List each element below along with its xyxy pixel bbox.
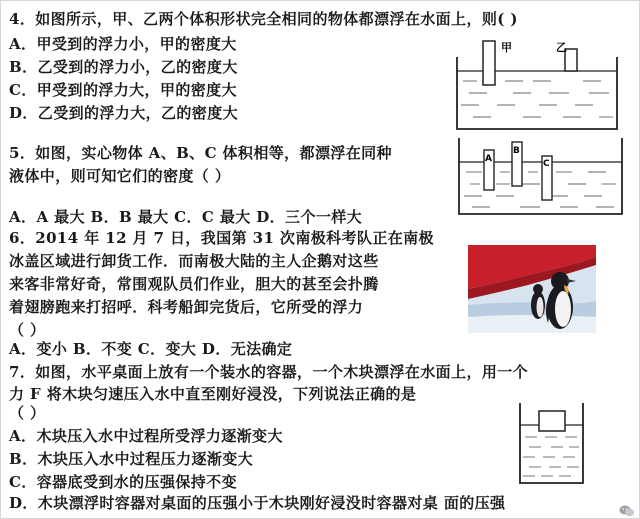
q6-stem-line-2: 冰盖区域进行卸货工作．而南极大陆的主人企鹅对这些: [9, 252, 379, 270]
q4-stem: 4．如图所示，甲、乙两个体积形状完全相同的物体都漂浮在水面上，则( ): [9, 10, 518, 28]
q5-figure: [456, 134, 626, 216]
q5-label-c: C: [543, 159, 550, 169]
q6-stem-line-1: 6．2014 年 12 月 7 日，我国第 31 次南极科考队正在南极: [9, 229, 434, 247]
q4-label-jia: 甲: [501, 41, 512, 54]
q7-option-a: A．木块压入水中过程所受浮力逐渐变大: [9, 427, 283, 445]
q5-stem-line-2: 液体中，则可知它们的密度（ ）: [9, 167, 231, 185]
wechat-logo-icon: [619, 504, 635, 518]
q4-label-yi: 乙: [556, 41, 567, 54]
q6-stem-line-4: 着翅膀跑来打招呼．科考船卸完货后，它所受的浮力: [9, 298, 364, 316]
q6-penguin-photo: [468, 245, 596, 333]
q5-options: A．A 最大 B．B 最大 C．C 最大 D．三个一样大: [9, 208, 363, 226]
q7-stem-line-3: （ ）: [9, 404, 46, 422]
q7-option-b: B．木块压入水中过程压力逐渐变大: [9, 450, 254, 468]
q7-stem-line-1: 7．如图，水平桌面上放有一个装水的容器，一个木块漂浮在水面上，用一个: [9, 363, 529, 381]
q4-option-a: A．甲受到的浮力小，甲的密度大: [9, 35, 237, 53]
q6-stem-line-3: 来客非常好奇，常围观队员们作业，胆大的甚至会扑腾: [9, 275, 379, 293]
q7-option-c: C．容器底受到水的压强保持不变: [9, 473, 237, 491]
q4-figure: [453, 37, 623, 133]
q7-figure: [517, 399, 587, 487]
q4-option-d: D．乙受到的浮力大，乙的密度大: [9, 104, 239, 122]
q7-stem-line-2: 力 F 将木块匀速压入水中直至刚好浸没，下列说法正确的是: [9, 385, 417, 403]
q6-stem-line-5: （ ）: [9, 321, 46, 339]
q4-option-c: C．甲受到的浮力大，甲的密度大: [9, 81, 237, 99]
q4-option-b: B．乙受到的浮力小，乙的密度大: [9, 58, 238, 76]
q7-option-d: D．木块漂浮时容器对桌面的压强小于木块刚好浸没时容器对桌 面的压强: [9, 494, 506, 512]
q5-label-a: A: [485, 154, 492, 164]
q6-options: A．变小 B．不变 C．变大 D．无法确定: [9, 340, 293, 358]
q5-label-b: B: [513, 146, 520, 156]
q5-stem-line-1: 5．如图，实心物体 A、B、C 体积相等，都漂浮在同种: [9, 144, 392, 162]
